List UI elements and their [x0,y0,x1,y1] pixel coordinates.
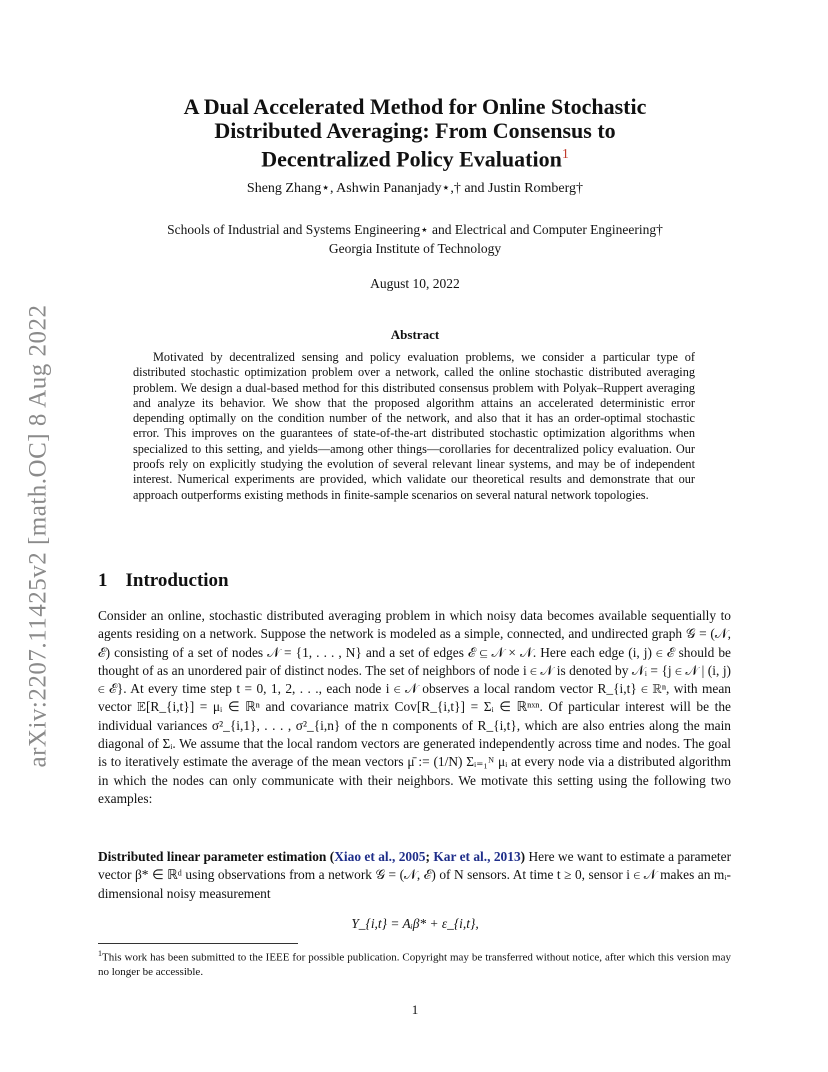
arxiv-stamp [20,0,56,1072]
title-line-3-text: Decentralized Policy Evaluation [261,146,562,172]
title-footnote-link[interactable]: 1 [561,147,569,162]
page-number: 1 [411,1002,419,1017]
section-number: 1 [98,570,108,591]
author-list: Sheng Zhang⋆, Ashwin Pananjady⋆,† and Justin Romberg† [246,181,584,196]
intro-paragraph: Consider an online, stochastic distributed averaging problem in which noisy data becomes available sequentially to agents residing on a network. Suppose the network is modeled as a simple, connected, and undirected graph 𝒢 = (𝒩, ℰ) consisting of a set of nodes 𝒩 = {1, . . . , N} and a set of edges ℰ ⊆ 𝒩 × 𝒩. Here each edge (i, j) ∈ ℰ should be thought of as an unordered pair of distinct nodes. The set of neighbors of node i ∈ 𝒩 is denoted by 𝒩ᵢ = {j ∈ 𝒩 | (i, j) ∈ ℰ}. At every time step t = 0, 1, 2, . . ., each node i ∈ 𝒩 observes a local random vector R_{i,t} ∈ ℝⁿ, with mean vector 𝔼[R_{i,t}] = μᵢ ∈ ℝⁿ and covariance matrix Cov[R_{i,t}] = Σᵢ ∈ ℝⁿˣⁿ. Of particular interest will be the individual variances σ²_{i,1}, . . . , σ²_{i,n} of the n components of R_{i,t}, which are also entries along the main diagonal of Σᵢ. We assume that the local random vectors are generated independently across time and nodes. The goal is to iteratively estimate the average of the mean vectors μ̄ := (1/N) Σᵢ₌₁ᴺ μᵢ at every node via a distributed algorithm in which the nodes can only communicate with their neighbors. We motivate this setting using the following two examples: [98,608,731,806]
title-line-3 [100,143,730,171]
affiliation-line-2: Georgia Institute of Technology [328,241,502,256]
citation-link-xiao[interactable]: Xiao et al., 2005 [334,849,426,864]
footnote-mark: 1 [98,949,102,958]
citation-link-kar[interactable]: Kar et al., 2013 [433,849,521,864]
paper-title [100,95,730,171]
section-heading [98,570,229,592]
affiliation-line-1: Schools of Industrial and Systems Engineering⋆ and Electrical and Computer Engineering† [167,222,663,237]
cite-close: ) [520,849,526,864]
cite-separator: ; [425,849,434,864]
example-paragraph [98,848,731,903]
arxiv-stamp-text: arXiv:2207.11425v2 [math.OC] 8 Aug 2022 [24,304,52,768]
footnote-divider [98,943,298,944]
example-text: Here we want to estimate a parameter vector β* ∈ ℝᵈ using observations from a network 𝒢 = (𝒩, ℰ) of N sensors. At time t ≥ 0, sensor i ∈ 𝒩 makes an mᵢ-dimensional noisy measurement [98,849,732,901]
cite-open: ( [326,849,335,864]
footnote [98,947,731,980]
title-line-1: A Dual Accelerated Method for Online Stochastic [183,94,647,119]
publication-date: August 10, 2022 [370,276,460,291]
abstract-body: Motivated by decentralized sensing and policy evaluation problems, we consider a particular type of distributed stochastic optimization problem over a network, called the online stochastic distributed averaging problem. We design a dual-based method for this distributed consensus problem with Polyak–Ruppert averaging and analyze its behavior. We show that the proposed algorithm attains an accelerated deterministic error depending optimally on the condition number of the network, and also that it has an order-optimal stochastic error. This improves on the guarantees of state-of-the-art distributed stochastic optimization algorithms when specialized to this setting, and yields—among other things—corollaries for decentralized policy evaluation. Our proofs rely on explicitly studying the evolution of several relevant linear systems, and may be of independent interest. Numerical experiments are provided, which validate our theoretical results and demonstrate that our approach outperforms existing methods in finite-sample scenarios on several natural network topologies. [133,350,695,502]
title-line-2: Distributed Averaging: From Consensus to [214,118,616,143]
measurement-equation: Y_{i,t} = Aᵢβ* + ε_{i,t}, [351,916,479,931]
paragraph-runin-heading: Distributed linear parameter estimation [98,849,327,864]
section-title: Introduction [125,570,229,591]
footnote-text: This work has been submitted to the IEEE for possible publication. Copyright may be transferred without notice, after which this version may no longer be accessible. [98,951,731,979]
affiliation [100,220,730,258]
abstract-heading: Abstract [390,327,440,342]
